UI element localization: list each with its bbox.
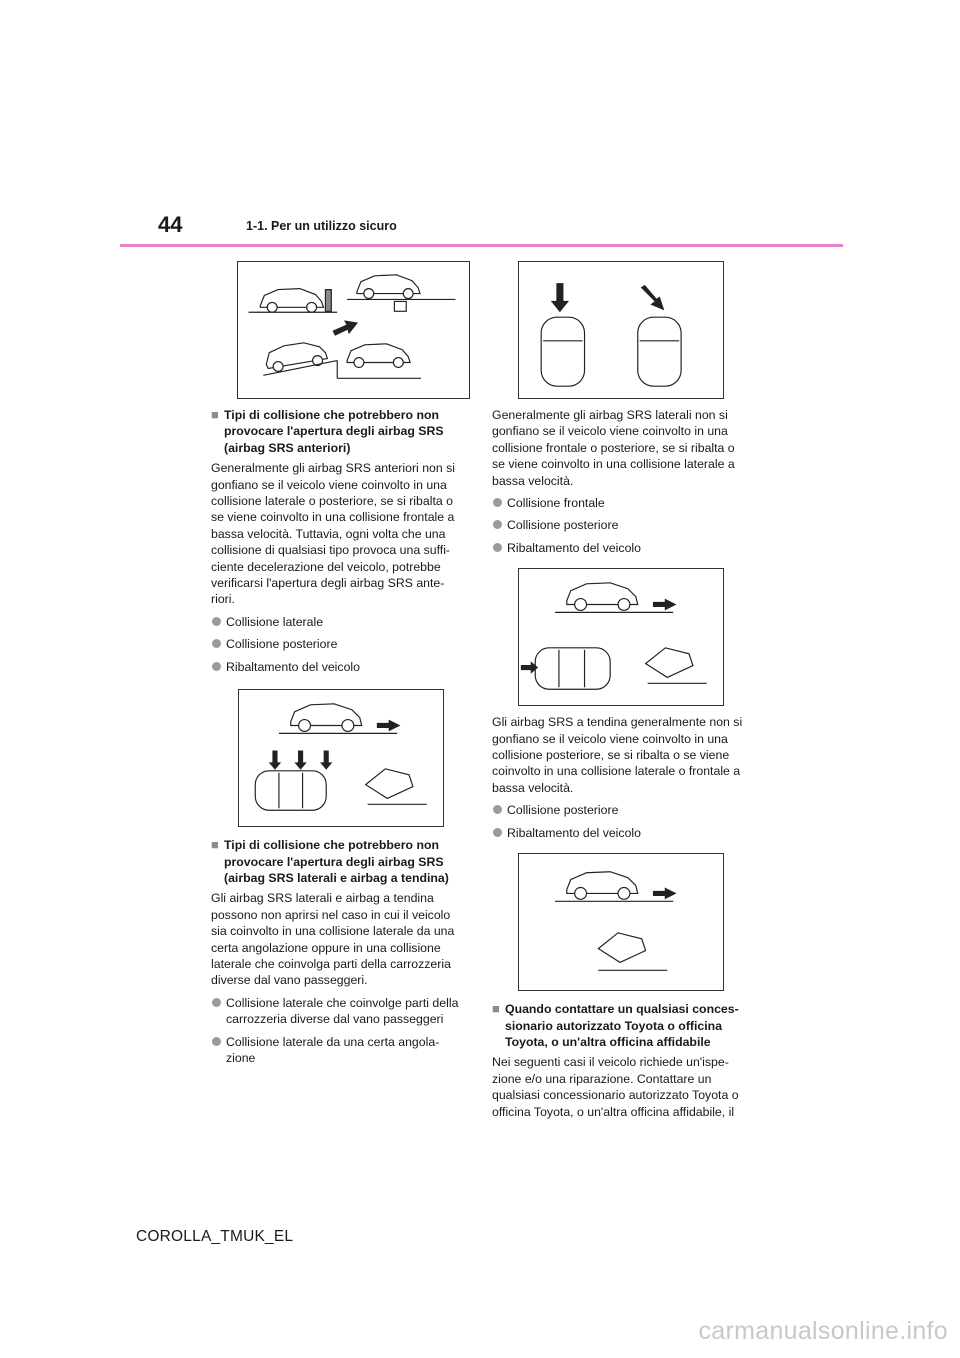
heading-when-contact-dealer-text: Quando contattare un qualsiasi conces-sionario autorizzato Toyota o officina Toyota, o un'altra officina affidabile xyxy=(505,1002,739,1049)
square-bullet-icon: ■ xyxy=(492,1001,500,1017)
bullet-dot-icon xyxy=(493,805,502,814)
list-item: Ribaltamento del veicolo xyxy=(211,659,467,675)
bullet-dot-icon xyxy=(212,1037,221,1046)
rear-side-rollover-illustration xyxy=(519,569,723,705)
side-rear-rollover-illustration xyxy=(239,690,443,826)
list-item: Collisione posteriore xyxy=(492,802,748,818)
bullet-dot-icon xyxy=(212,617,221,626)
figure-rear-rollover xyxy=(518,853,724,991)
list-item: Collisione laterale xyxy=(211,614,467,630)
header-rule xyxy=(120,244,843,247)
section-title: 1-1. Per un utilizzo sicuro xyxy=(246,219,397,233)
page-number: 44 xyxy=(158,212,183,237)
heading-when-contact-dealer xyxy=(492,1001,748,1050)
list-item: Ribaltamento del veicolo xyxy=(492,825,748,841)
right-column xyxy=(492,261,748,1120)
front-collision-illustration xyxy=(238,262,469,398)
paragraph-front-airbags: Generalmente gli airbag SRS anteriori non si gonfiano se il veicolo viene coinvolto in una collisione laterale o posteriore, se si ribalta o se viene coinvolto in una collisione frontale a bassa velocità. Tuttavia, ogni volta che una collisione di qualsiasi tipo provoca una suffi-ciente decelerazione del veicolo, potrebbe verificarsi l'apertura degli airbag SRS ante-riori. xyxy=(211,461,456,607)
list-item: Collisione frontale xyxy=(492,495,748,511)
list-item: Collisione posteriore xyxy=(211,636,467,652)
heading-side-curtain-airbags-text: Tipi di collisione che potrebbero non provocare l'apertura degli airbag SRS (airbag SRS laterali e airbag a tendina) xyxy=(224,838,449,885)
heading-front-airbags-text: Tipi di collisione che potrebbero non provocare l'apertura degli airbag SRS (airbag SRS anteriori) xyxy=(224,408,444,455)
bullet-dot-icon xyxy=(493,498,502,507)
bullet-dot-icon xyxy=(493,520,502,529)
paragraph-curtain-airbags: Gli airbag SRS a tendina generalmente non si gonfiano se il veicolo viene coinvolto in una collisione posteriore, se si ribalta o se viene coinvolto in una collisione laterale o frontale a bassa velocità. xyxy=(492,715,743,795)
figure-rear-side-rollover xyxy=(518,568,724,706)
paragraph-side-airbags: Generalmente gli airbag SRS laterali non si gonfiano se il veicolo viene coinvolto in una collisione frontale o posteriore, se si ribalta o se viene coinvolto in una collisione laterale a bassa velocità. xyxy=(492,408,735,488)
heading-side-curtain-airbags xyxy=(211,837,467,886)
square-bullet-icon: ■ xyxy=(211,407,219,422)
paragraph-contact-dealer: Nei seguenti casi il veicolo richiede un'ispe-zione e/o una riparazione. Contattare un qualsiasi concessionario autorizzato Toyota o officina Toyota, o un'altra officina affidabile, il xyxy=(492,1055,739,1119)
figure-front-oblique-collision xyxy=(518,261,724,399)
list-item: Ribaltamento del veicolo xyxy=(492,540,748,556)
bullet-dot-icon xyxy=(212,662,221,671)
left-column xyxy=(211,261,467,1066)
bullet-dot-icon xyxy=(493,543,502,552)
paragraph-side-curtain-airbags: Gli airbag SRS laterali e airbag a tendina possono non aprirsi nel caso in cui il veicolo sia coinvolto in una collisione laterale da una certa angolazione oppure in una collisione laterale che coinvolga parti della carrozzeria diverse dal vano passeggeri. xyxy=(211,891,455,988)
list-item: Collisione laterale che coinvolge parti della carrozzeria diverse dal vano passeggeri xyxy=(211,995,467,1028)
bullet-dot-icon xyxy=(212,639,221,648)
square-bullet-icon: ■ xyxy=(211,837,219,853)
list-item: Collisione laterale da una certa angola-zione xyxy=(211,1034,467,1067)
watermark: carmanualsonline.info xyxy=(698,1317,948,1345)
footer-model-code: COROLLA_TMUK_EL xyxy=(136,1228,294,1245)
figure-front-collision-cases xyxy=(237,261,470,399)
list-item: Collisione posteriore xyxy=(492,517,748,533)
figure-side-rear-rollover xyxy=(238,689,444,827)
bullet-dot-icon xyxy=(212,998,221,1007)
heading-front-airbags xyxy=(211,407,467,456)
bullet-dot-icon xyxy=(493,828,502,837)
front-oblique-collision-illustration xyxy=(519,262,723,398)
rear-rollover-illustration xyxy=(519,854,723,990)
